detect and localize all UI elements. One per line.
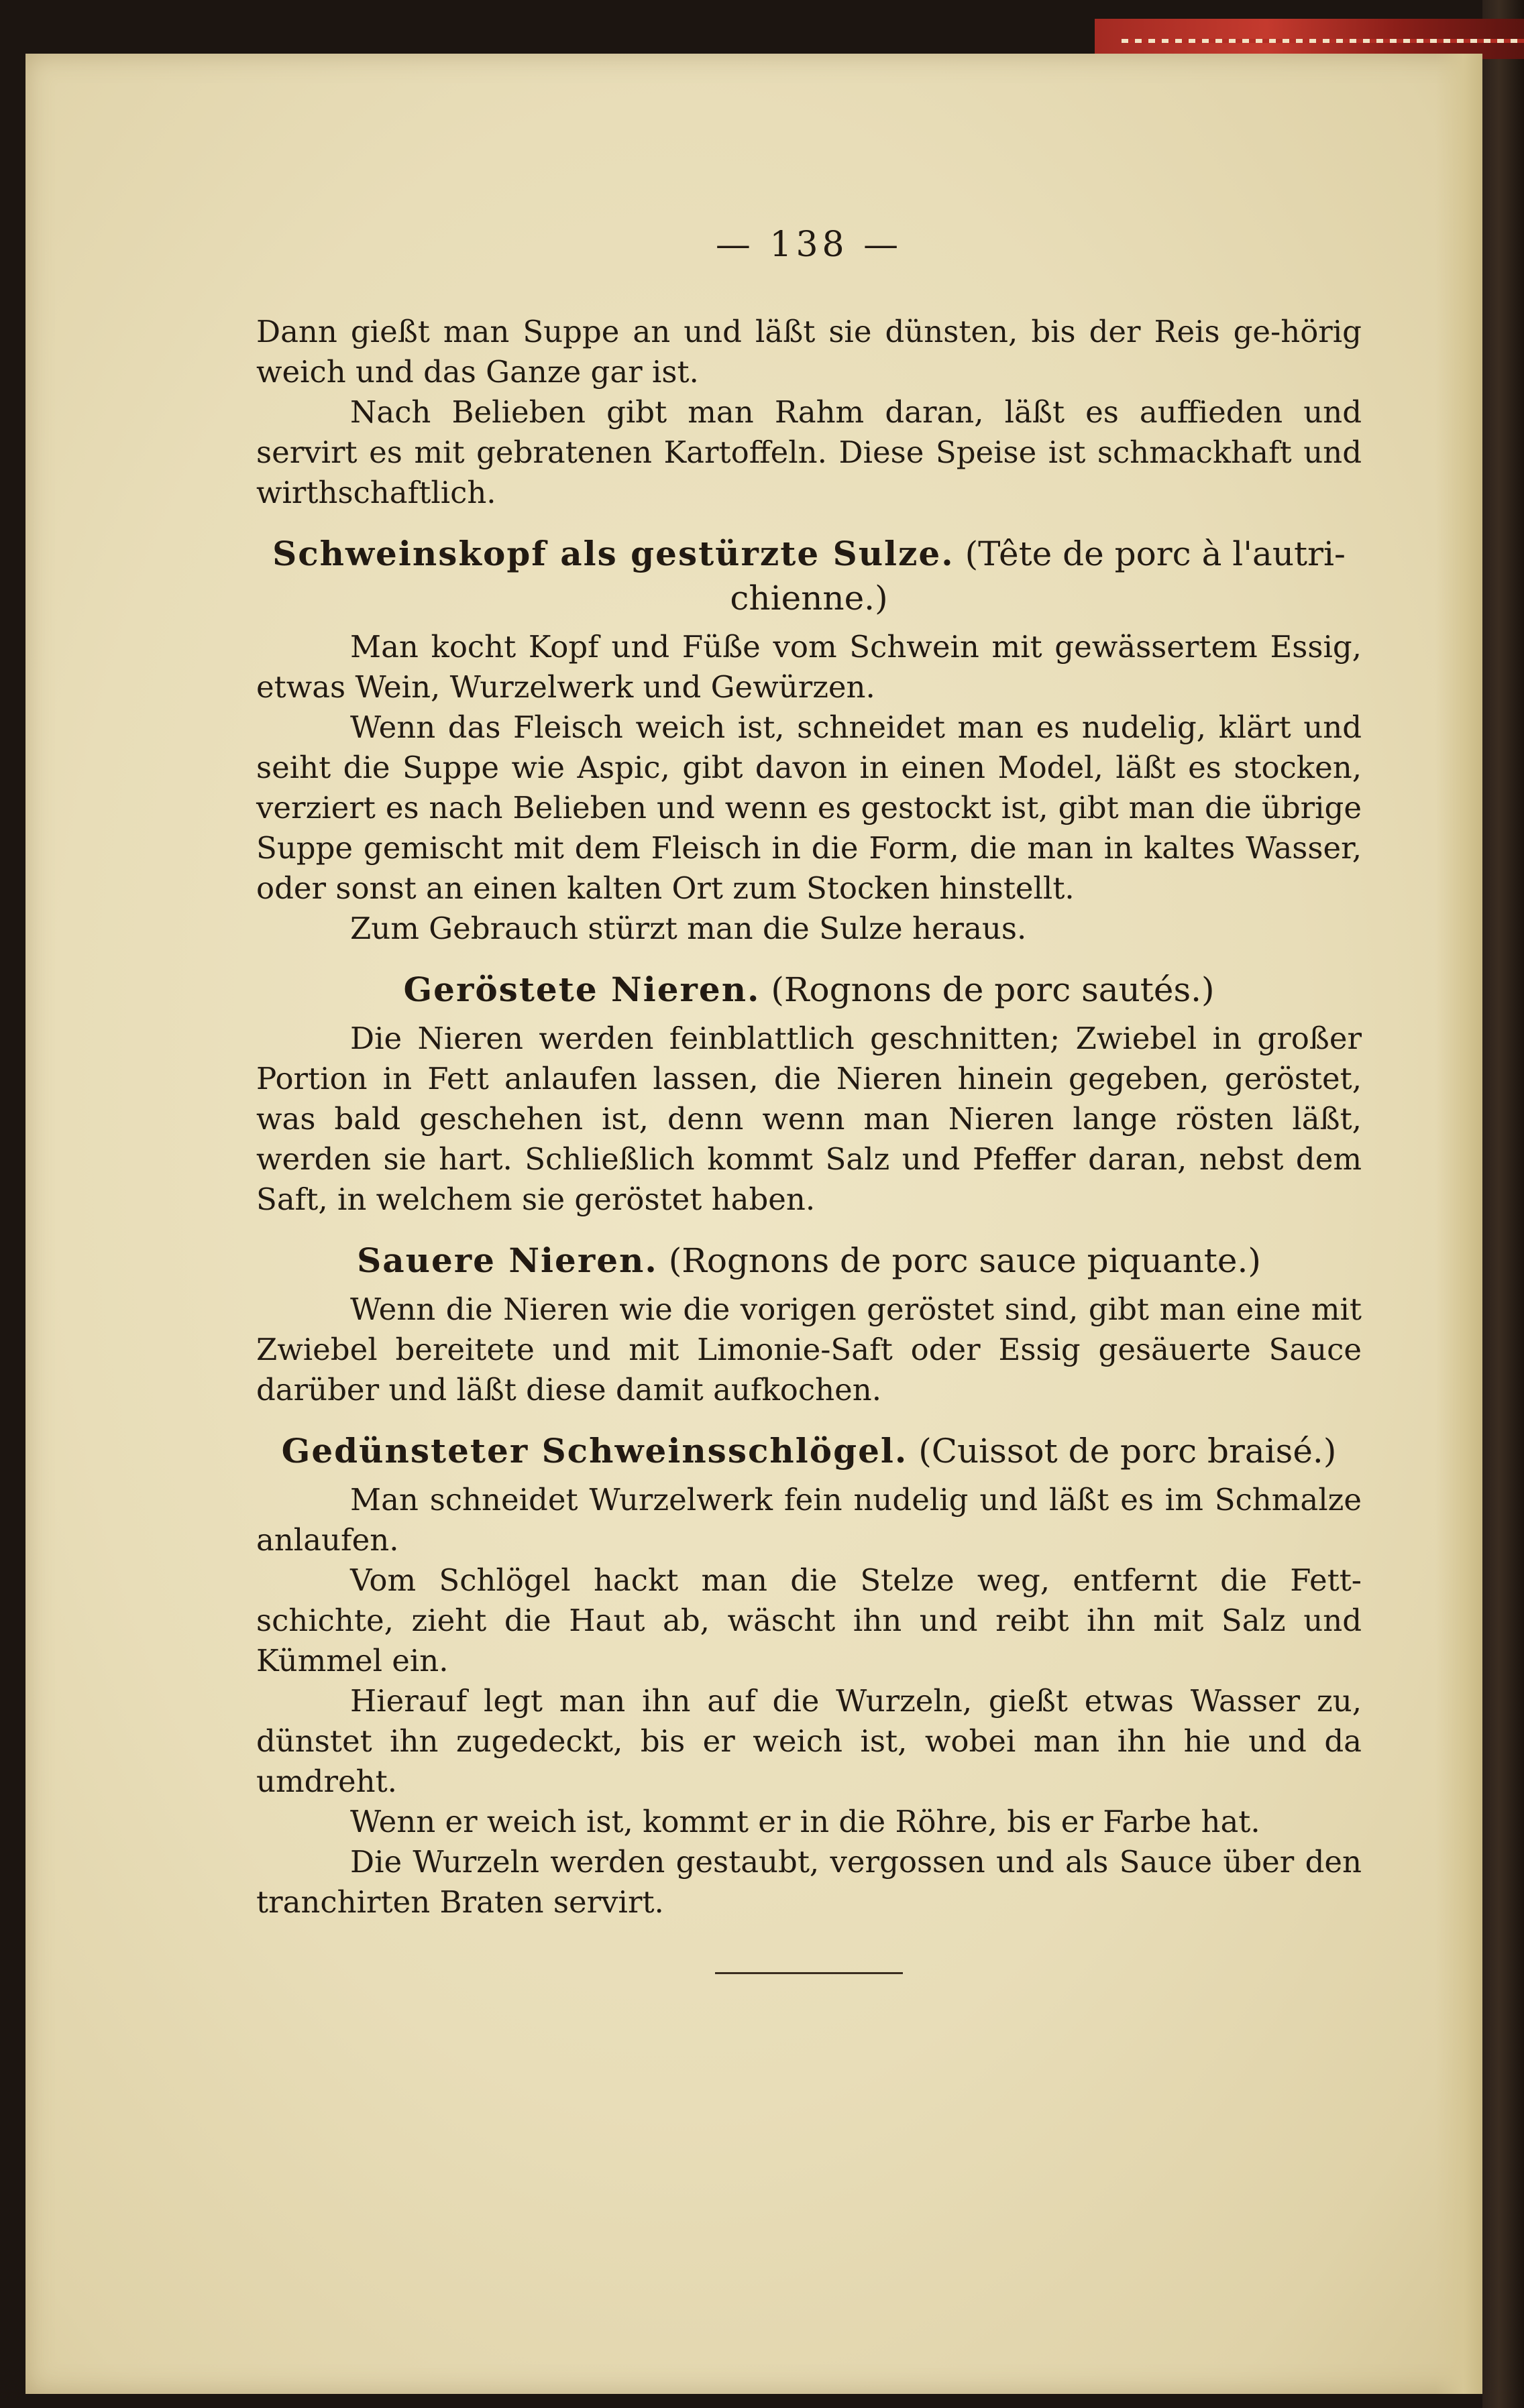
recipe-paragraph: Wenn das Fleisch weich ist, schneidet man es nudelig, klärt und seiht die Suppe wie Aspic, gibt davon in einen Model, läßt es stocken, verziert es nach Belieben und wenn es gestockt ist, gibt man die übrige Suppe gemischt mit dem Fleisch in die Form, die man in kaltes Wasser, oder sonst an einen kalten Ort zum Stocken hinstellt. <box>256 709 1362 906</box>
recipe-title-german: Schweinskopf als gestürzte Sulze. <box>272 534 955 573</box>
recipe-paragraph: Man schneidet Wurzelwerk fein nudelig und läßt es im Schmalze anlaufen. <box>256 1482 1362 1558</box>
recipe-title <box>256 1429 1362 1473</box>
page-number: — 138 — <box>715 225 903 265</box>
recipe-title-german: Sauere Nieren. <box>357 1241 658 1280</box>
recipe-paragraph: Wenn die Nieren wie die vorigen geröstet sind, gibt man eine mit Zwiebel bereitete und mit Limonie-Saft oder Essig gesäuerte Sauce darüber und läßt diese damit aufkochen. <box>256 1292 1362 1408</box>
recipe-title-german: Gedünsteter Schweinsschlögel. <box>281 1431 908 1471</box>
recipe-paragraph: Hierauf legt man ihn auf die Wurzeln, gießt etwas Wasser zu, dünstet ihn zugedeckt, bis er weich ist, wobei man ihn hie und da umdreht. <box>256 1683 1362 1799</box>
recipe-title-french: (Rognons de porc sautés.) <box>771 970 1215 1009</box>
spine-ribbon-pattern <box>1122 39 1524 43</box>
recipe-title-french: (Cuissot de porc braisé.) <box>918 1432 1337 1471</box>
page-content <box>256 225 1362 1974</box>
page-gutter-shadow <box>1435 54 1482 2394</box>
recipe-title <box>256 968 1362 1012</box>
recipe-paragraph: Man kocht Kopf und Füße vom Schwein mit gewässertem Essig, etwas Wein, Wurzelwerk und Gewürzen. <box>256 629 1362 705</box>
recipe-schweinsschloegel <box>256 1429 1362 1923</box>
intro-paragraph-1: Dann gießt man Suppe an und läßt sie dünsten, bis der Reis ge-hörig weich und das Ganze gar ist. <box>256 314 1362 390</box>
end-rule-divider <box>715 1972 903 1974</box>
recipe-title-french: (Tête de porc à l'autri-chienne.) <box>730 534 1346 618</box>
recipe-title-french: (Rognons de porc sauce piquante.) <box>668 1241 1261 1280</box>
recipe-paragraph: Die Wurzeln werden gestaubt, vergossen und als Sauce über den tranchirten Braten servirt. <box>256 1844 1362 1920</box>
recipe-geroestete-nieren <box>256 968 1362 1220</box>
recipe-schweinskopf <box>256 532 1362 949</box>
recipe-title <box>256 1239 1362 1283</box>
book-spine <box>1482 0 1524 2408</box>
recipe-paragraph: Vom Schlögel hackt man die Stelze weg, entfernt die Fett-schichte, zieht die Haut ab, wäscht ihn und reibt ihn mit Salz und Kümmel ein. <box>256 1562 1362 1678</box>
recipe-paragraph: Die Nieren werden feinblattlich geschnitten; Zwiebel in großer Portion in Fett anlaufen lassen, die Nieren hinein gegeben, geröstet, was bald geschehen ist, denn wenn man Nieren lange rösten läßt, werden sie hart. Schließlich kommt Salz und Pfeffer daran, nebst dem Saft, in welchem sie geröstet haben. <box>256 1021 1362 1217</box>
intro-section <box>256 312 1362 513</box>
recipe-title <box>256 532 1362 620</box>
recipe-paragraph: Wenn er weich ist, kommt er in die Röhre, bis er Farbe hat. <box>350 1804 1260 1839</box>
recipe-title-german: Geröstete Nieren. <box>403 970 761 1009</box>
recipe-sauere-nieren <box>256 1239 1362 1410</box>
recipe-paragraph: Zum Gebrauch stürzt man die Sulze heraus. <box>350 911 1027 946</box>
intro-paragraph-2: Nach Belieben gibt man Rahm daran, läßt es auffieden und servirt es mit gebratenen Kartoffeln. Diese Speise ist schmackhaft und wirthschaftlich. <box>256 394 1362 510</box>
